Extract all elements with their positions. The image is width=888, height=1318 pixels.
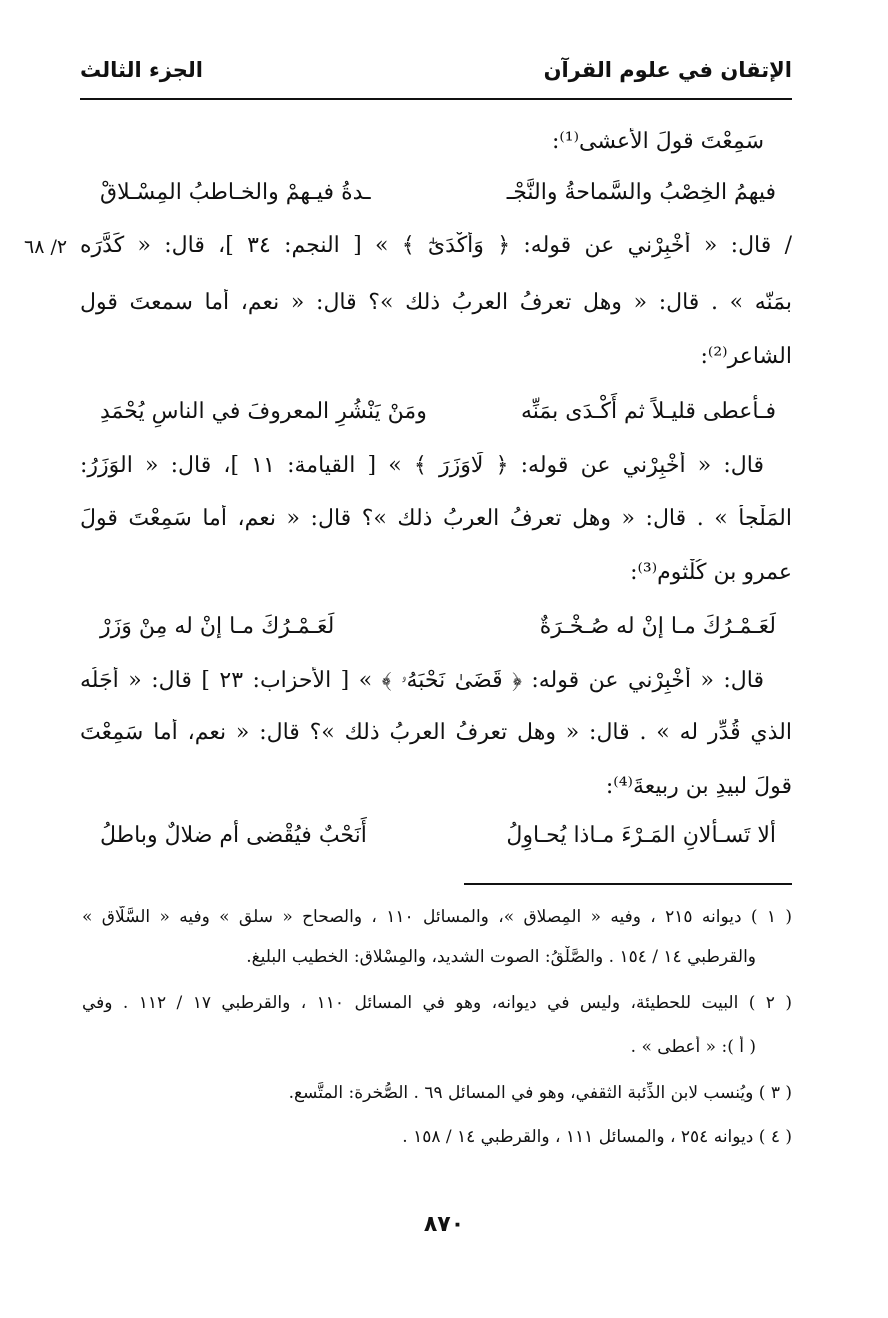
verse-line xyxy=(100,822,776,851)
footnote-line: ( ١ ) ديوانه ٢١٥ ، وفيه « المِصلاق »، والمسائل ١١٠ ، والصحاح « سلق » وفيه « السَّلَّاق » xyxy=(82,907,792,927)
running-header xyxy=(80,58,792,100)
text-line: بمَنّه » . قال: « وهل تعرفُ العربُ ذلك »؟ قال: « نعم، أما سمعتَ قول xyxy=(80,290,792,315)
footnote-line: ( أ ): « أعطى » . xyxy=(630,1037,756,1057)
verse-first-hemistich: لَعَـمْـرُكَ مـا إنْ له صُـخْـرَةٌ xyxy=(539,614,776,639)
text-line: / قال: « أَخْبِرْني عن قوله: ﴿ وَأَكْدَىٰٓ ﴾ » [ النجم: ٣٤ ]، قال: « كَدَّرَه xyxy=(80,233,792,258)
verse-line xyxy=(100,613,776,642)
volume-label: الجزء الثالث xyxy=(80,58,203,82)
verse-first-hemistich: فـأعطى قليـلاً ثم أَكْـدَى بمَنِّه xyxy=(521,399,776,424)
verse-first-hemistich: فيهمُ الخِصْبُ والسَّماحةُ والنَّجْـ xyxy=(506,180,776,205)
page-number: ٨٧٠ xyxy=(423,1212,465,1237)
text-line: قولَ لبيدِ بن ربيعةَ⁽⁴⁾: xyxy=(605,774,792,799)
text-line: قال: « أَخْبِرْني عن قوله: ﴿ لَاوَزَرَ ﴾ » [ القيامة: ١١ ]، قال: « الوَزَرُ: xyxy=(80,453,764,478)
verse-first-hemistich: ألا تَسـألانِ المَـرْءَ مـاذا يُحـاوِلُ xyxy=(506,823,776,848)
verse-line xyxy=(100,398,776,427)
verse-second-hemistich: أَنَحْبٌ فيُقْضى أم ضلالٌ وباطلُ xyxy=(100,823,367,848)
text-line: الشاعر⁽²⁾: xyxy=(700,344,792,369)
footnote-line: والقرطبي ١٤ / ١٥٤ . والصَّلْقُ: الصوت الشديد، والمِسْلاق: الخطيب البليغ. xyxy=(246,947,756,967)
footnote-line: ( ٢ ) البيت للحطيئة، وليس في ديوانه، وهو في المسائل ١١٠ ، والقرطبي ١٧ / ١١٢ . وفي xyxy=(82,993,792,1013)
book-title: الإتقان في علوم القرآن xyxy=(543,58,792,82)
footnote-line: ( ٣ ) ويُنسب لابن الذِّئبة الثقفي، وهو في المسائل ٦٩ . الصُّخرة: المتَّسع. xyxy=(288,1083,792,1103)
verse-second-hemistich: لَعَـمْـرُكَ مـا إنْ له مِنْ وَزَرْ xyxy=(100,614,335,639)
text-line: سَمِعْتَ قولَ الأعشى⁽¹⁾: xyxy=(551,129,764,154)
footnote-separator xyxy=(464,883,792,885)
text-line: عمرو بن كُلْثوم⁽³⁾: xyxy=(630,560,792,585)
verse-second-hemistich: ـدةُ فيـهمْ والخـاطبُ المِسْـلاقْ xyxy=(100,180,371,205)
text-line: المَلْجأ » . قال: « وهل تعرفُ العربُ ذلك »؟ قال: « نعم، أما سَمِعْتَ قولَ xyxy=(80,506,792,531)
text-line: قال: « أَخْبِرْني عن قوله: ﴿ قَضَىٰ نَحْبَهُۥ ﴾ » [ الأحزاب: ٢٣ ] قال: « أَجَلُه xyxy=(80,668,764,693)
footnote-line: ( ٤ ) ديوانه ٢٥٤ ، والمسائل ١١١ ، والقرطبي ١٤ / ١٥٨ . xyxy=(402,1127,792,1147)
verse-line xyxy=(100,179,776,208)
margin-page-reference: ٢/ ٦٨ xyxy=(24,236,68,258)
verse-second-hemistich: ومَنْ يَنْشُرِ المعروفَ في الناسِ يُحْمَدِ xyxy=(100,399,427,424)
text-line: الذي قُدِّر له » . قال: « وهل تعرفُ العربُ ذلك »؟ قال: « نعم، أما سَمِعْتَ xyxy=(80,720,792,745)
